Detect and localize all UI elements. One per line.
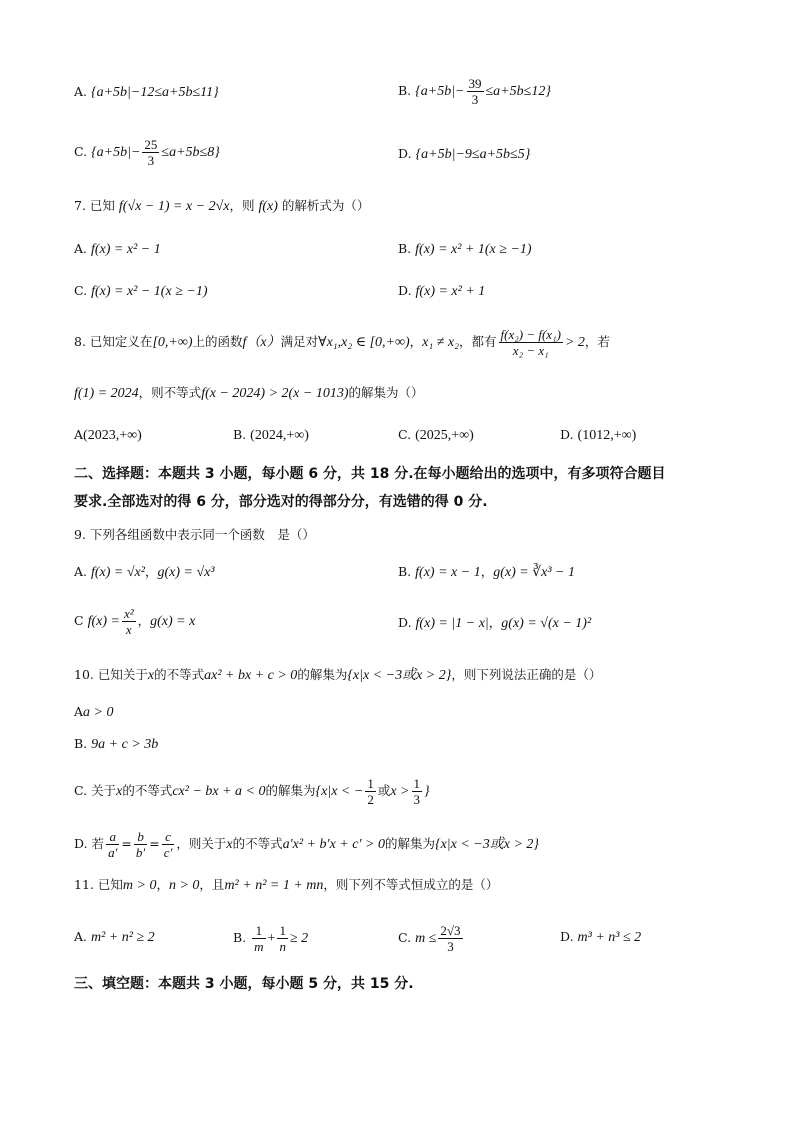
q11-number: 11.: [74, 877, 94, 892]
q10-c-text2: 的不等式: [122, 783, 173, 798]
q10-c-set-pre: {x|x < −: [315, 784, 364, 799]
q8-a-label: A: [74, 427, 84, 442]
q10-c-text1: 关于: [91, 783, 117, 798]
q8-d-label: D.: [560, 427, 574, 442]
q11-c-fraction: $\frac{2√3}{3}$: [440, 923, 461, 954]
q6-c-fraction: $\frac{25}{3}$: [144, 137, 158, 168]
q8-text8: 的解集为（）: [348, 385, 424, 400]
q6-option-a: [74, 83, 219, 102]
q7-stem: [74, 197, 369, 216]
q9-option-d: [398, 614, 591, 633]
q8-a-value: (2023,+∞): [83, 428, 142, 443]
q9-option-a: [74, 563, 215, 582]
q10-text4: ，则下列说法正确的是（）: [451, 667, 602, 682]
q7-c-formula: f(x) = x² − 1(x ≥ −1): [91, 284, 208, 299]
q7-a-label: A.: [74, 241, 88, 256]
q9-c-fraction: $\frac{\text{x²}}{x}$: [123, 606, 134, 637]
q8-number: 8.: [74, 334, 86, 349]
q7-option-b: [398, 240, 532, 259]
q8-b-label: B.: [233, 427, 247, 442]
q10-option-a: [74, 703, 113, 722]
q10-d-text2: ，则关于: [176, 836, 227, 851]
q8-gt: > 2: [564, 335, 585, 350]
q7-d-formula: f(x) = x² + 1: [415, 284, 486, 299]
q11-n: n > 0: [168, 878, 200, 893]
q10-text1: 已知关于: [97, 667, 148, 682]
section3-heading: 三、填空题：本题共 3 小题，每小题 5 分，共 15 分.: [74, 976, 414, 992]
q8-fraction: $\frac{\text{f(x₂) − f(x₁)}}{\text{x₂ − x₁}}$: [500, 327, 561, 358]
q6-c-pre: {a+5b|−: [91, 145, 141, 160]
q7-fx: f(x): [258, 199, 278, 214]
q6-b-label: B.: [398, 83, 412, 98]
q11-a-label: A.: [74, 929, 88, 944]
q6-option-c: [74, 137, 220, 168]
q8-text1: 已知定义在: [89, 334, 153, 349]
q11-stem: [74, 876, 498, 895]
q9-d-label: D.: [398, 615, 412, 630]
q9-b-label: B.: [398, 564, 412, 579]
q6-c-label: C.: [74, 144, 88, 159]
q10-d-inequality: a′x² + b′x + c′ > 0: [282, 837, 385, 852]
q6-b-fraction: $\frac{39}{3}$: [468, 76, 482, 107]
q10-d-text3: 的不等式: [232, 836, 283, 851]
q9-c-f-pre: f(x) =: [87, 614, 120, 629]
q9-b-f: f(x) = x − 1: [415, 565, 481, 580]
q7-d-label: D.: [398, 283, 412, 298]
q10-d-text4: 的解集为: [384, 836, 435, 851]
q10-c-label: C.: [74, 783, 88, 798]
q10-d-label: D.: [74, 836, 88, 851]
q11-condition: m² + n² = 1 + mn: [224, 878, 324, 893]
q11-d-label: D.: [560, 929, 574, 944]
q10-c-text3: 的解集为: [265, 783, 316, 798]
q10-c-frac2: $\frac{1}{3}$: [413, 776, 420, 807]
q7-option-c: [74, 282, 207, 301]
q8-d-value: (1012,+∞): [577, 428, 637, 443]
q10-d-set: {x|x < −3或x > 2}: [434, 837, 540, 852]
q11-option-c: [398, 920, 465, 957]
section2-heading-line2: 要求.全部选对的得 6 分，部分选对的得部分分，有选错的得 0 分.: [74, 494, 488, 510]
q9-d-f: f(x) = |1 − x|: [415, 616, 489, 631]
q9-b-sep: ，: [480, 564, 494, 579]
q9-b-g: g(x) = ∛x³ − 1: [493, 565, 575, 580]
q6-a-label: A.: [74, 84, 88, 99]
q11-c-label: C.: [398, 930, 412, 945]
q10-set: {x|x < −3或x > 2}: [347, 668, 452, 683]
q9-d-sep: ，: [488, 615, 502, 630]
q6-d-label: D.: [398, 146, 412, 161]
q11-b-plus: +: [267, 931, 276, 946]
q10-number: 10.: [74, 667, 94, 682]
q7-option-a: [74, 240, 161, 259]
q9-a-g: g(x) = √x³: [157, 565, 215, 580]
q6-a-formula: {a+5b|−12≤a+5b≤11}: [91, 85, 219, 100]
q8-option-b: [233, 426, 309, 445]
q8-text7: ，则不等式: [138, 385, 202, 400]
q7-text3: 的解析式为（）: [281, 198, 370, 213]
q11-c-pre: m ≤: [415, 931, 437, 946]
q11-a-formula: m² + n² ≥ 2: [91, 930, 155, 945]
q10-option-d: D. 若 $\frac{a}{a'}$ = $\frac{b}{b'}$ = $\frac{c}{c'}$ ，则关于x的不等式a′x² + b′x + c′ > 0的解集为{x|x < −3或x > 2}: [74, 829, 540, 860]
q9-option-c: [74, 606, 195, 637]
q8-c-value: (2025,+∞): [415, 428, 474, 443]
q10-c-or: 或: [377, 783, 391, 798]
q6-d-formula: {a+5b|−9≤a+5b≤5}: [415, 147, 531, 162]
q10-inequality: ax² + bx + c > 0: [204, 668, 298, 683]
q10-a-label: A: [74, 704, 84, 719]
q9-c-label: C: [74, 613, 84, 628]
q8-c-label: C.: [398, 427, 412, 442]
q8-text4: ，: [409, 334, 423, 349]
q9-d-g: g(x) = √(x − 1)²: [501, 616, 592, 631]
q9-option-b: [398, 563, 575, 582]
q11-text1: 已知: [97, 877, 123, 892]
q10-c-set-mid: x >: [390, 784, 410, 799]
q11-option-b: [233, 920, 308, 957]
q9-a-sep: ，: [144, 564, 158, 579]
q8-text6: ，若: [584, 334, 610, 349]
q7-formula: f(√x − 1) = x − 2√x: [118, 199, 230, 214]
q6-b-pre: {a+5b|−: [415, 84, 465, 99]
q10-option-c: [74, 773, 430, 810]
q10-b-label: B.: [74, 736, 88, 751]
q11-b-frac2: $\frac{1}{n}$: [279, 923, 286, 954]
q10-option-b: [74, 735, 158, 754]
q11-m: m > 0: [122, 878, 157, 893]
q8-b-value: (2024,+∞): [250, 428, 309, 443]
q8-neq: x₁ ≠ x₂: [422, 335, 460, 350]
q8-text2: 上的函数: [192, 334, 243, 349]
q10-d-frac-a: $\frac{a}{a'}$: [108, 829, 118, 860]
q6-option-d: [398, 145, 530, 164]
q8-stem-line2: [74, 384, 424, 403]
q9-a-label: A.: [74, 564, 88, 579]
q10-d-text1: 若: [91, 836, 105, 851]
q8-condition: f(1) = 2024: [74, 386, 139, 401]
q9-c-sep: ，: [137, 613, 151, 628]
q9-number: 9.: [74, 527, 86, 542]
q10-c-x: x: [116, 784, 123, 799]
q11-text3: ，且: [199, 877, 225, 892]
q11-option-a: [74, 928, 155, 947]
q10-b-formula: 9a + c > 3b: [91, 737, 159, 752]
q11-text4: ，则下列不等式恒成立的是（）: [323, 877, 499, 892]
q7-a-formula: f(x) = x² − 1: [91, 242, 161, 257]
q10-c-inequality: cx² − bx + a < 0: [172, 784, 266, 799]
q7-c-label: C.: [74, 283, 88, 298]
q10-stem: [74, 666, 601, 685]
q11-text2: ，: [156, 877, 169, 892]
q8-option-c: [398, 426, 474, 445]
q7-b-label: B.: [398, 241, 412, 256]
q11-option-d: [560, 928, 641, 947]
q10-text2: 的不等式: [154, 667, 205, 682]
q10-c-set-post: }: [424, 784, 430, 799]
q10-x: x: [147, 668, 155, 683]
section2-heading-line1: 二、选择题：本题共 3 小题，每小题 6 分，共 18 分.在每小题给出的选项中，有多项符合题目: [74, 466, 666, 482]
q7-number: 7.: [74, 198, 86, 213]
q8-fx: f（x）: [242, 335, 281, 350]
q8-text3: 满足对: [280, 334, 319, 349]
q9-c-g: g(x) = x: [150, 614, 196, 629]
q7-text2: ，则: [229, 198, 255, 213]
q9-stem: [74, 526, 315, 544]
q11-b-post: ≥ 2: [289, 931, 309, 946]
q8-inequality: f(x − 2024) > 2(x − 1013): [201, 386, 349, 401]
q10-text3: 的解集为: [297, 667, 348, 682]
q8-stem-line1: [74, 324, 610, 361]
q7-text1: 已知: [89, 198, 115, 213]
q10-d-x: x: [226, 837, 233, 852]
q8-forall: ∀x₁,x₂ ∈ [0,+∞): [318, 335, 410, 350]
q7-b-formula: f(x) = x² + 1(x ≥ −1): [415, 242, 532, 257]
q10-a-formula: a > 0: [83, 705, 114, 720]
q10-d-frac-b: $\frac{b}{b'}$: [135, 829, 146, 860]
q8-text5: ，都有: [459, 334, 497, 349]
q9-a-f: f(x) = √x²: [91, 565, 145, 580]
q10-c-frac1: $\frac{1}{2}$: [367, 776, 374, 807]
q8-option-a: [74, 426, 142, 445]
q7-option-d: [398, 282, 485, 301]
q11-b-label: B.: [233, 930, 247, 945]
q10-d-frac-c: $\frac{c}{c'}$: [163, 829, 173, 860]
q6-b-post: ≤a+5b≤12}: [485, 84, 551, 99]
q11-b-frac1: $\frac{1}{m}$: [254, 923, 264, 954]
q11-d-formula: m³ + n³ ≤ 2: [577, 930, 642, 945]
q6-c-post: ≤a+5b≤8}: [161, 145, 220, 160]
q8-domain: [0,+∞): [152, 335, 193, 350]
q9-text: 下列各组函数中表示同一个函数 是（）: [89, 527, 315, 542]
q8-option-d: [560, 426, 636, 445]
q6-option-b: [398, 76, 551, 107]
